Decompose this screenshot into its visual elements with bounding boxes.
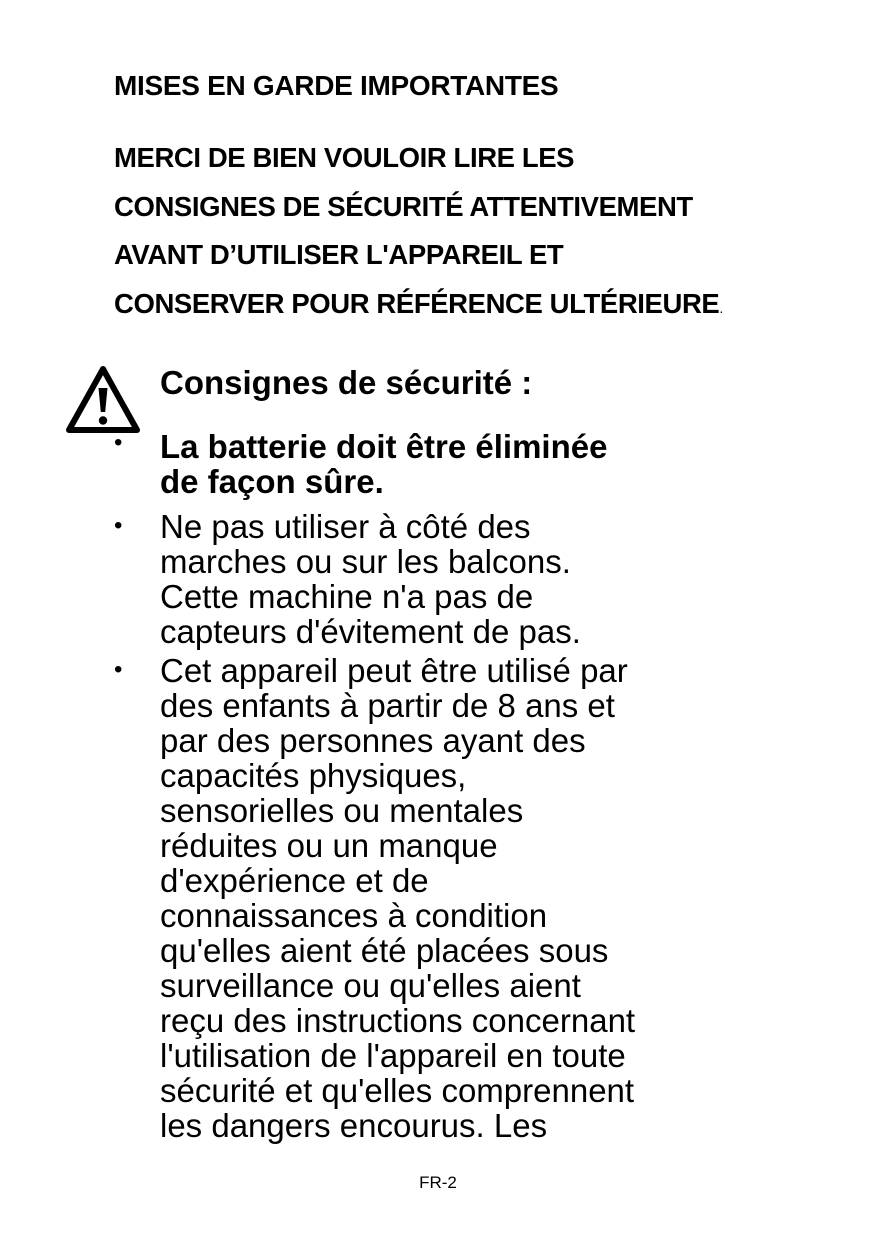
intro-line [114, 280, 854, 333]
text-line: La batterie doit être éliminée [160, 428, 608, 465]
text-line: Ne pas utiliser à côté des [160, 508, 531, 545]
list-item-text [160, 653, 635, 1143]
page-number: FR-2 [419, 1173, 457, 1192]
intro-line: AVANT D’UTILISER L'APPAREIL ET [114, 239, 564, 270]
text-line: sécurité et qu'elles comprennent [160, 1072, 635, 1109]
intro-end-dot: . [719, 299, 723, 316]
text-line: surveillance ou qu'elles aient [160, 967, 581, 1004]
intro-warning-text [114, 134, 854, 332]
text-line: par des personnes ayant des [160, 722, 586, 759]
text-line: l'utilisation de l'appareil en toute [160, 1037, 626, 1074]
list-item-text [160, 509, 581, 649]
text-line: Cette machine n'a pas de [160, 578, 534, 615]
warning-triangle-icon [65, 364, 141, 436]
text-line: des enfants à partir de 8 ans et [160, 687, 615, 724]
section-heading: Consignes de sécurité : [160, 364, 533, 401]
bullet-marker: • [114, 512, 123, 539]
text-line: sensorielles ou mentales [160, 792, 524, 829]
text-line: de façon sûre. [160, 463, 384, 500]
text-line: connaissances à condition [160, 897, 548, 934]
bullet-marker: • [114, 656, 123, 683]
list-item-text [160, 429, 607, 499]
text-line: réduites ou un manque [160, 827, 498, 864]
intro-line: MERCI DE BIEN VOULOIR LIRE LES [114, 142, 575, 173]
text-line: d'expérience et de [160, 862, 429, 899]
intro-line: CONSIGNES DE SÉCURITÉ ATTENTIVEMENT [114, 190, 693, 222]
intro-line-text: CONSERVER POUR RÉFÉRENCE ULTÉRIEURE [114, 287, 720, 319]
text-line: capteurs d'évitement de pas. [160, 613, 581, 650]
text-line: marches ou sur les balcons. [160, 543, 571, 580]
text-line: reçu des instructions concernant [160, 1002, 636, 1039]
text-line: capacités physiques, [160, 757, 467, 794]
bullet-marker: • [114, 429, 123, 456]
text-line: les dangers encourus. Les [160, 1107, 548, 1144]
text-line: qu'elles aient été placées sous [160, 932, 609, 969]
text-line: Cet appareil peut être utilisé par [160, 652, 628, 689]
page-title: MISES EN GARDE IMPORTANTES [114, 70, 559, 101]
